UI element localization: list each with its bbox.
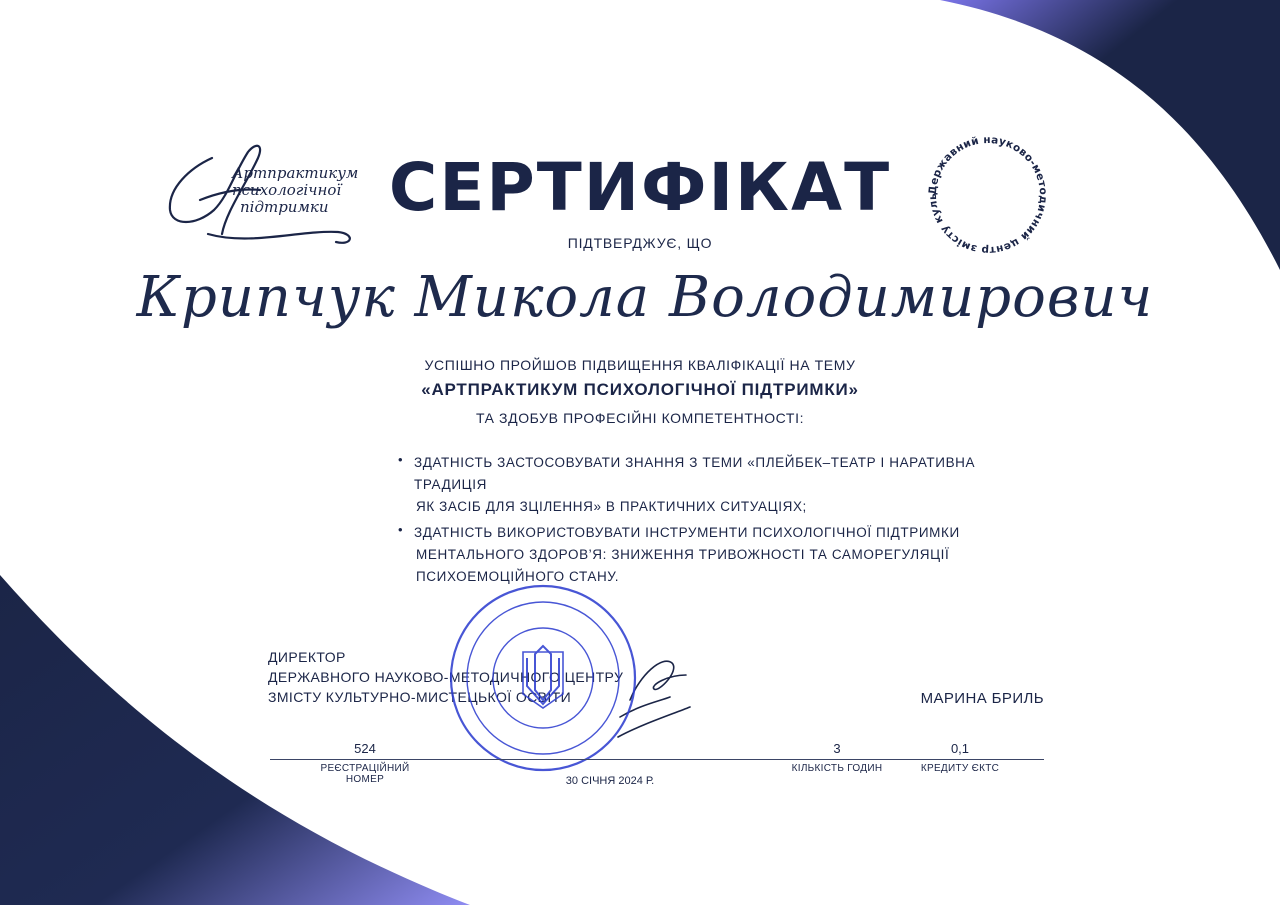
logo-line-3: підтримки: [240, 198, 329, 216]
competencies-heading: ТА ЗДОБУВ ПРОФЕСІЙНІ КОМПЕТЕНТНОСТІ:: [475, 410, 805, 426]
ects-credits-label: КРЕДИТУ ЄКТС: [920, 763, 1000, 774]
course-title: «АРТПРАКТИКУМ ПСИХОЛОГІЧНОЇ ПІДТРИМКИ»: [421, 380, 859, 399]
director-organization-line: ЗМІСТУ КУЛЬТУРНО-МИСТЕЦЬКОЇ ОСВІТИ: [268, 689, 572, 705]
footer-divider: [270, 759, 1044, 760]
certificate-title: СЕРТИФІКАТ: [388, 149, 892, 226]
hours-value: 3: [833, 741, 841, 756]
svg-text:Державний науково-методичний ц: [918, 130, 1049, 256]
artpraktykum-logo: [160, 138, 360, 250]
logo-line-2: психологічної: [232, 181, 342, 199]
competency-line: ЗДАТНІСТЬ ЗАСТОСОВУВАТИ ЗНАННЯ З ТЕМИ «ПЛЕЙБЕК–ТЕАТР І НАРАТИВНА ТРАДИЦІЯ: [414, 455, 976, 492]
bullet-icon: •: [398, 522, 403, 537]
competency-line: ПСИХОЕМОЦІЙНОГО СТАНУ.: [416, 569, 620, 584]
bullet-icon: •: [398, 452, 403, 467]
competency-line: ЗДАТНІСТЬ ВИКОРИСТОВУВАТИ ІНСТРУМЕНТИ ПСИХОЛОГІЧНОЇ ПІДТРИМКИ: [414, 525, 960, 540]
recipient-name: Крипчук Микола Володимирович: [136, 265, 1154, 330]
certificate-subtitle: ПІДТВЕРДЖУЄ, ЩО: [567, 235, 713, 251]
organization-badge: [918, 130, 1058, 260]
ects-credits-value: 0,1: [950, 741, 970, 756]
badge-text: Державний науково-методичний центр змісту куль: [926, 133, 1050, 257]
director-organization-line: ДЕРЖАВНОГО НАУКОВО-МЕТОДИЧНОГО ЦЕНТРУ: [268, 669, 624, 685]
competency-line: МЕНТАЛЬНОГО ЗДОРОВ’Я: ЗНИЖЕННЯ ТРИВОЖНОСТІ ТА САМОРЕГУЛЯЦІЇ: [416, 547, 950, 562]
registration-number: 524: [354, 741, 376, 756]
competency-item: [398, 452, 998, 518]
competency-line: ЯК ЗАСІБ ДЛЯ ЗЦІЛЕННЯ» В ПРАКТИЧНИХ СИТУАЦІЯХ;: [416, 499, 807, 514]
hours-label: КІЛЬКІСТЬ ГОДИН: [791, 763, 883, 774]
competencies-list: [398, 452, 998, 592]
logo-line-1: Артпрактикум: [232, 164, 359, 182]
director-name: МАРИНА БРИЛЬ: [920, 690, 1044, 707]
director-title: ДИРЕКТОР: [268, 649, 346, 665]
registration-number-label: РЕЄСТРАЦІЙНИЙ НОМЕР: [320, 763, 410, 785]
intro-text: УСПІШНО ПРОЙШОВ ПІДВИЩЕННЯ КВАЛІФІКАЦІЇ НА ТЕМУ: [424, 357, 856, 373]
issue-date: 30 СІЧНЯ 2024 Р.: [565, 775, 655, 787]
official-seal: [443, 578, 643, 778]
bottom-left-swoosh: [0, 575, 470, 905]
